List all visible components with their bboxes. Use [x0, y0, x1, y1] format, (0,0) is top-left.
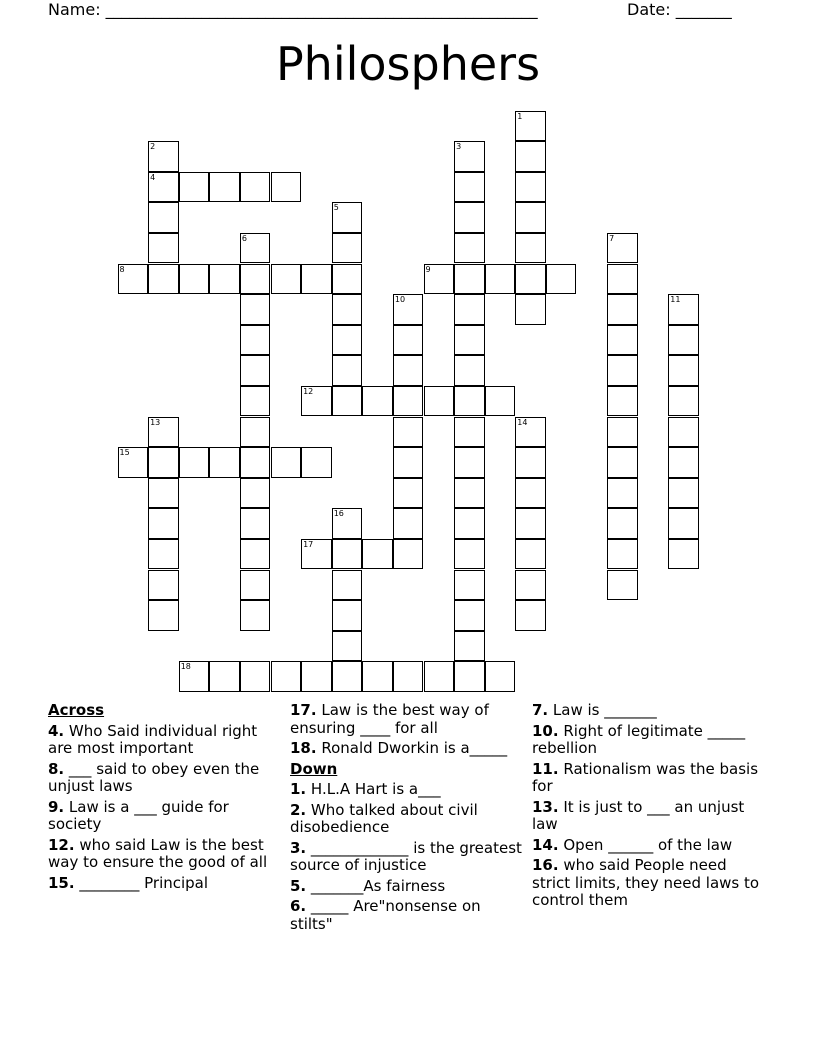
grid-cell[interactable]	[454, 141, 485, 172]
grid-cell[interactable]	[209, 447, 240, 478]
clue-down-3: 3. _____________ is the greatest source of injustice	[290, 838, 522, 874]
grid-cell[interactable]	[240, 386, 271, 417]
grid-cell[interactable]	[240, 508, 271, 539]
grid-cell[interactable]	[301, 386, 332, 417]
grid-cell[interactable]	[148, 508, 179, 539]
grid-cell[interactable]	[454, 386, 485, 417]
grid-cell[interactable]	[301, 661, 332, 692]
grid-cell[interactable]	[607, 325, 638, 356]
grid-cell[interactable]	[607, 447, 638, 478]
clue-down-16: 16. who said People need strict limits, they need laws to control them	[532, 856, 760, 909]
grid-cell[interactable]	[607, 539, 638, 570]
grid-cell[interactable]	[393, 478, 424, 509]
grid-cell[interactable]	[118, 264, 149, 295]
grid-cell[interactable]	[240, 570, 271, 601]
grid-cell[interactable]	[148, 539, 179, 570]
clue-across-12: 12. who said Law is the best way to ensure the good of all	[48, 835, 268, 871]
grid-cell[interactable]	[515, 294, 546, 325]
grid-cell[interactable]	[607, 478, 638, 509]
grid-cell[interactable]	[148, 570, 179, 601]
grid-cell[interactable]	[332, 539, 363, 570]
grid-cell[interactable]	[240, 417, 271, 448]
grid-cell[interactable]	[332, 508, 363, 539]
clue-down-5: 5. _______As fairness	[290, 876, 446, 895]
grid-cell[interactable]	[148, 478, 179, 509]
grid-cell[interactable]	[668, 508, 699, 539]
clue-number: 10	[394, 295, 406, 305]
clues-column-2	[290, 702, 525, 936]
down-heading: Down	[290, 759, 338, 778]
grid-cell[interactable]	[607, 386, 638, 417]
grid-cell[interactable]	[240, 478, 271, 509]
clue-number: 7	[609, 233, 615, 243]
grid-cell[interactable]	[332, 202, 363, 233]
grid-cell[interactable]	[240, 233, 271, 264]
grid-cell[interactable]	[271, 447, 302, 478]
clue-number: 15	[119, 448, 130, 458]
puzzle-title: Philosphers	[275, 37, 541, 91]
grid-cell[interactable]	[485, 264, 516, 295]
grid-cell[interactable]	[362, 661, 393, 692]
grid-cell[interactable]	[240, 172, 271, 203]
clue-number: 1	[517, 111, 523, 121]
clues-column-3	[532, 702, 767, 913]
clue-down-2: 2. Who talked about civil disobedience	[290, 800, 478, 836]
clue-number: 14	[517, 417, 528, 427]
clue-across-9: 9. Law is a ___ guide for society	[48, 797, 229, 833]
grid-cell[interactable]	[454, 355, 485, 386]
grid-cell[interactable]	[332, 600, 363, 631]
grid-cell[interactable]	[454, 172, 485, 203]
grid-cell[interactable]	[179, 172, 210, 203]
grid-cell[interactable]	[393, 508, 424, 539]
grid-cell[interactable]	[454, 447, 485, 478]
grid-cell[interactable]	[148, 417, 179, 448]
grid-cell[interactable]	[668, 478, 699, 509]
clue-down-11: 11. Rationalism was the basis for	[532, 759, 759, 795]
grid-cell[interactable]	[240, 661, 271, 692]
grid-cell[interactable]	[668, 325, 699, 356]
name-field-label: Name: ______________________________________________________	[48, 0, 538, 19]
grid-cell[interactable]	[362, 539, 393, 570]
grid-cell[interactable]	[393, 447, 424, 478]
grid-cell[interactable]	[454, 417, 485, 448]
grid-cell[interactable]	[148, 172, 179, 203]
clue-number: 16	[333, 509, 344, 519]
grid-cell[interactable]	[454, 478, 485, 509]
clue-across-8: 8. ___ said to obey even the unjust laws	[48, 759, 260, 795]
clue-number: 3	[456, 142, 462, 152]
grid-cell[interactable]	[668, 447, 699, 478]
clue-down-1: 1. H.L.A Hart is a___	[290, 780, 441, 798]
grid-cell[interactable]	[332, 631, 363, 662]
grid-cell[interactable]	[515, 417, 546, 448]
grid-cell[interactable]	[546, 264, 577, 295]
grid-cell[interactable]	[148, 264, 179, 295]
grid-cell[interactable]	[668, 294, 699, 325]
grid-cell[interactable]	[515, 447, 546, 478]
clue-number: 8	[119, 264, 125, 274]
grid-cell[interactable]	[240, 294, 271, 325]
grid-cell[interactable]	[607, 570, 638, 601]
grid-cell[interactable]	[515, 508, 546, 539]
grid-cell[interactable]	[607, 508, 638, 539]
clue-number: 17	[303, 539, 314, 549]
grid-cell[interactable]	[424, 264, 455, 295]
grid-cell[interactable]	[393, 539, 424, 570]
grid-cell[interactable]	[454, 539, 485, 570]
grid-cell[interactable]	[332, 264, 363, 295]
clue-down-7: 7. Law is _______	[532, 701, 657, 719]
clue-number: 6	[241, 233, 247, 243]
grid-cell[interactable]	[240, 355, 271, 386]
grid-cell[interactable]	[424, 661, 455, 692]
grid-cell[interactable]	[271, 172, 302, 203]
grid-cell[interactable]	[454, 202, 485, 233]
grid-cell[interactable]	[607, 233, 638, 264]
grid-cell[interactable]	[148, 233, 179, 264]
clue-down-14: 14. Open ______ of the law	[532, 835, 733, 854]
clue-number: 4	[150, 172, 156, 182]
grid-cell[interactable]	[240, 600, 271, 631]
clue-down-10: 10. Right of legitimate _____ rebellion	[532, 721, 746, 757]
grid-cell[interactable]	[515, 172, 546, 203]
grid-cell[interactable]	[393, 325, 424, 356]
grid-cell[interactable]	[454, 631, 485, 662]
grid-cell[interactable]	[454, 294, 485, 325]
grid-cell[interactable]	[301, 447, 332, 478]
grid-cell[interactable]	[148, 447, 179, 478]
grid-cell[interactable]	[393, 661, 424, 692]
grid-cell[interactable]	[515, 233, 546, 264]
grid-cell[interactable]	[179, 264, 210, 295]
clue-number: 2	[150, 142, 156, 152]
clue-across-4: 4. Who Said individual right are most important	[48, 721, 258, 757]
grid-cell[interactable]	[454, 600, 485, 631]
grid-cell[interactable]	[271, 661, 302, 692]
grid-cell[interactable]	[332, 325, 363, 356]
grid-cell[interactable]	[607, 417, 638, 448]
grid-cell[interactable]	[393, 294, 424, 325]
clues-column-1	[48, 702, 283, 895]
grid-cell[interactable]	[179, 447, 210, 478]
grid-cell[interactable]	[240, 539, 271, 570]
grid-cell[interactable]	[607, 355, 638, 386]
clue-across-17: 17. Law is the best way of ensuring ____ for all	[290, 701, 489, 737]
grid-cell[interactable]	[271, 264, 302, 295]
clue-down-13: 13. It is just to ___ an unjust law	[532, 797, 745, 833]
grid-cell[interactable]	[515, 111, 546, 142]
grid-cell[interactable]	[668, 386, 699, 417]
clue-number: 9	[425, 264, 431, 274]
grid-cell[interactable]	[515, 478, 546, 509]
grid-cell[interactable]	[332, 386, 363, 417]
grid-cell[interactable]	[148, 600, 179, 631]
grid-cell[interactable]	[332, 294, 363, 325]
clue-number: 18	[180, 662, 191, 672]
grid-cell[interactable]	[454, 233, 485, 264]
grid-cell[interactable]	[515, 570, 546, 601]
clue-down-6: 6. _____ Are"nonsense on stilts"	[290, 897, 481, 933]
grid-cell[interactable]	[393, 417, 424, 448]
grid-cell[interactable]	[118, 447, 149, 478]
grid-cell[interactable]	[607, 294, 638, 325]
grid-cell[interactable]	[485, 386, 516, 417]
grid-cell[interactable]	[454, 661, 485, 692]
grid-cell[interactable]	[668, 417, 699, 448]
grid-cell[interactable]	[332, 355, 363, 386]
clue-number: 12	[303, 386, 314, 396]
grid-cell[interactable]	[668, 539, 699, 570]
grid-cell[interactable]	[607, 264, 638, 295]
grid-cell[interactable]	[332, 233, 363, 264]
grid-cell[interactable]	[515, 202, 546, 233]
grid-cell[interactable]	[209, 172, 240, 203]
grid-cell[interactable]	[332, 570, 363, 601]
grid-cell[interactable]	[393, 355, 424, 386]
grid-cell[interactable]	[485, 661, 516, 692]
grid-cell[interactable]	[240, 447, 271, 478]
grid-cell[interactable]	[454, 325, 485, 356]
grid-cell[interactable]	[240, 264, 271, 295]
clue-across-15: 15. ________ Principal	[48, 873, 209, 892]
grid-cell[interactable]	[362, 386, 393, 417]
clue-number: 11	[670, 295, 681, 305]
clue-number: 5	[333, 203, 339, 213]
grid-cell[interactable]	[209, 264, 240, 295]
grid-cell[interactable]	[148, 202, 179, 233]
grid-cell[interactable]	[515, 141, 546, 172]
grid-cell[interactable]	[148, 141, 179, 172]
clue-across-18: 18. Ronald Dworkin is a_____	[290, 739, 508, 757]
clue-number: 13	[150, 417, 161, 427]
grid-cell[interactable]	[332, 661, 363, 692]
grid-cell[interactable]	[393, 386, 424, 417]
grid-cell[interactable]	[454, 264, 485, 295]
across-heading: Across	[48, 701, 105, 719]
grid-cell[interactable]	[424, 386, 455, 417]
grid-cell[interactable]	[515, 264, 546, 295]
grid-cell[interactable]	[301, 539, 332, 570]
grid-cell[interactable]	[240, 325, 271, 356]
grid-cell[interactable]	[301, 264, 332, 295]
date-field-label: Date: _______	[627, 0, 732, 19]
grid-cell[interactable]	[209, 661, 240, 692]
grid-cell[interactable]	[454, 570, 485, 601]
grid-cell[interactable]	[454, 508, 485, 539]
grid-cell[interactable]	[179, 661, 210, 692]
grid-cell[interactable]	[668, 355, 699, 386]
grid-cell[interactable]	[515, 600, 546, 631]
grid-cell[interactable]	[515, 539, 546, 570]
